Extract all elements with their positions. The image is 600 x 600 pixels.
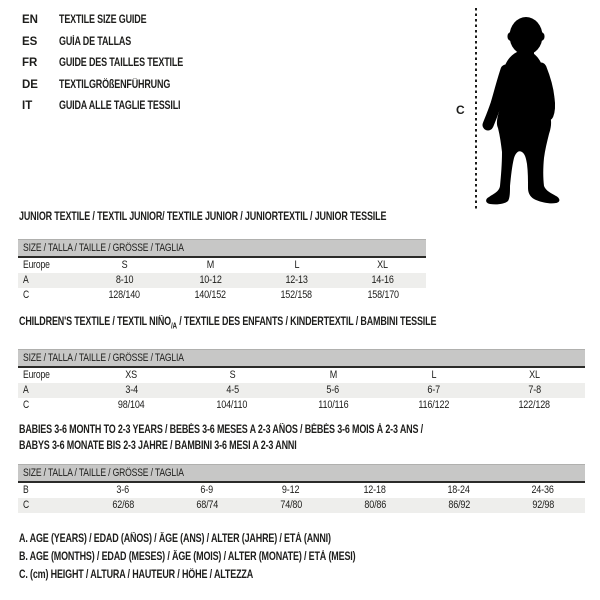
size-header-bar bbox=[18, 349, 585, 368]
language-row-it bbox=[22, 96, 218, 118]
row-label: A bbox=[23, 274, 29, 286]
table-cell: 18-24 bbox=[447, 484, 471, 496]
table-cell: 98/104 bbox=[118, 399, 145, 411]
table-cell: 12-13 bbox=[285, 274, 308, 286]
language-code: EN bbox=[22, 14, 38, 26]
table-header-row bbox=[18, 368, 585, 383]
footnote-age-years: A. AGE (YEARS) / EDAD (AÑOS) / ÂGE (ANS) / ALTER (JAHRE) / ETÀ (ANNI) bbox=[19, 533, 331, 545]
language-code: DE bbox=[22, 78, 38, 91]
table-cell: 3-6 bbox=[116, 484, 130, 496]
language-label: GUÍA DE TALLAS bbox=[59, 35, 132, 48]
table-cell: 68/74 bbox=[196, 499, 218, 511]
table-cell: 116/122 bbox=[418, 399, 450, 411]
junior-size-table bbox=[18, 239, 426, 303]
table-row-age bbox=[18, 383, 585, 398]
column-header-size: L bbox=[294, 259, 300, 271]
table-cell: 6-7 bbox=[427, 384, 441, 396]
children-section-title-text: CHILDREN'S TEXTILE / TEXTIL $NIÑO_{/A}$ / TEXTILE DES ENFANTS / KINDERTEXTIL / BAMBINI TESSILE bbox=[19, 316, 437, 331]
column-header-size: S bbox=[229, 369, 236, 381]
row-label: A bbox=[23, 384, 29, 396]
table-header-row bbox=[18, 258, 426, 273]
table-cell: 3-4 bbox=[125, 384, 138, 396]
children-size-table bbox=[18, 349, 585, 413]
footnotes bbox=[19, 530, 450, 584]
language-label: TEXTILGRÖßENFÜHRUNG bbox=[59, 78, 171, 91]
size-header-label: SIZE / TALLA / TAILLE / GRÖSSE / TAGLIA bbox=[23, 242, 184, 254]
babies-section-title-line2: BABYS 3-6 MONATE BIS 2-3 JAHRE / BAMBINI 3-6 MESI A 2-3 ANNI bbox=[19, 440, 297, 452]
column-header-size: XS bbox=[125, 369, 138, 381]
language-label: GUIDE DES TAILLES TEXTILE bbox=[59, 57, 184, 69]
table-cell: 104/110 bbox=[216, 399, 248, 411]
table-cell: 10-12 bbox=[199, 274, 222, 286]
footnote-height: C. (cm) HEIGHT / ALTURA / HAUTEUR / HÖHE / ALTEZZA bbox=[19, 569, 254, 581]
children-section-title bbox=[19, 316, 554, 330]
language-row-fr bbox=[22, 53, 218, 75]
row-label: C bbox=[23, 399, 30, 411]
table-cell: 122/128 bbox=[518, 399, 551, 411]
language-row-en bbox=[22, 10, 218, 32]
table-cell: 5-6 bbox=[326, 384, 340, 396]
table-cell: 24-36 bbox=[531, 484, 555, 496]
table-cell: 92/98 bbox=[532, 499, 554, 511]
babies-section-title-line1: BABIES 3-6 MONTH TO 2-3 YEARS / BEBÉS 3-6 MESES A 2-3 AÑOS / BÉBÉS 3-6 MOIS À 2-3 ANS / bbox=[19, 424, 423, 436]
row-label: C bbox=[23, 499, 30, 511]
column-header-size: XL bbox=[377, 259, 389, 271]
table-cell: 158/170 bbox=[367, 289, 399, 301]
babies-section-title bbox=[19, 422, 537, 454]
height-measure-label: C bbox=[456, 103, 465, 117]
language-row-es bbox=[22, 32, 218, 54]
table-cell: 6-9 bbox=[200, 484, 214, 496]
size-header-bar bbox=[18, 239, 426, 258]
language-guide-list bbox=[22, 10, 218, 118]
table-row-height bbox=[18, 398, 585, 413]
size-header-label: SIZE / TALLA / TAILLE / GRÖSSE / TAGLIA bbox=[23, 467, 184, 479]
table-cell: 9-12 bbox=[282, 484, 300, 496]
table-cell: 62/68 bbox=[112, 499, 134, 511]
footnote-age-months: B. AGE (MONTHS) / EDAD (MESES) / ÂGE (MOIS) / ALTER (MONATE) / ETÀ (MESI) bbox=[19, 551, 356, 563]
table-cell: 8-10 bbox=[115, 274, 133, 286]
language-row-de bbox=[22, 75, 218, 97]
column-header-europe: Europe bbox=[23, 369, 50, 381]
table-row-height bbox=[18, 288, 426, 303]
table-cell: 7-8 bbox=[528, 384, 541, 396]
babies-size-table bbox=[18, 464, 585, 513]
table-cell: 128/140 bbox=[108, 289, 140, 301]
row-label: B bbox=[23, 484, 29, 496]
size-header-bar bbox=[18, 464, 585, 483]
table-cell: 12-18 bbox=[363, 484, 387, 496]
table-cell: 110/116 bbox=[317, 399, 349, 411]
column-header-size: S bbox=[121, 259, 128, 271]
column-header-size: M bbox=[206, 259, 215, 271]
title-subscript: /A bbox=[170, 321, 177, 331]
table-cell: 152/158 bbox=[280, 289, 313, 301]
table-cell: 74/80 bbox=[280, 499, 302, 511]
table-cell: 4-5 bbox=[225, 384, 239, 396]
table-cell: 14-16 bbox=[371, 274, 394, 286]
table-row-height bbox=[18, 498, 585, 513]
table-cell: 86/92 bbox=[448, 499, 470, 511]
row-label: C bbox=[23, 289, 30, 301]
table-cell: 140/152 bbox=[194, 289, 227, 301]
table-row-age bbox=[18, 273, 426, 288]
language-code: IT bbox=[22, 100, 33, 112]
column-header-size: M bbox=[329, 369, 337, 381]
junior-section-title-text: JUNIOR TEXTILE / TEXTIL JUNIOR/ TEXTILE JUNIOR / JUNIORTEXTIL / JUNIOR TESSILE bbox=[19, 211, 387, 223]
language-label: TEXTILE SIZE GUIDE bbox=[59, 14, 147, 26]
height-dotted-line bbox=[475, 8, 477, 210]
baby-silhouette-icon bbox=[481, 10, 569, 208]
table-cell: 80/86 bbox=[364, 499, 386, 511]
size-header-label: SIZE / TALLA / TAILLE / GRÖSSE / TAGLIA bbox=[23, 352, 184, 364]
table-row-age-months bbox=[18, 483, 585, 498]
language-code: FR bbox=[22, 57, 38, 69]
column-header-size: XL bbox=[529, 369, 540, 381]
column-header-europe: Europe bbox=[23, 259, 50, 271]
language-code: ES bbox=[22, 35, 38, 48]
column-header-size: L bbox=[431, 369, 437, 381]
language-label: GUIDA ALLE TAGLIE TESSILI bbox=[59, 100, 181, 112]
junior-section-title bbox=[19, 211, 490, 223]
